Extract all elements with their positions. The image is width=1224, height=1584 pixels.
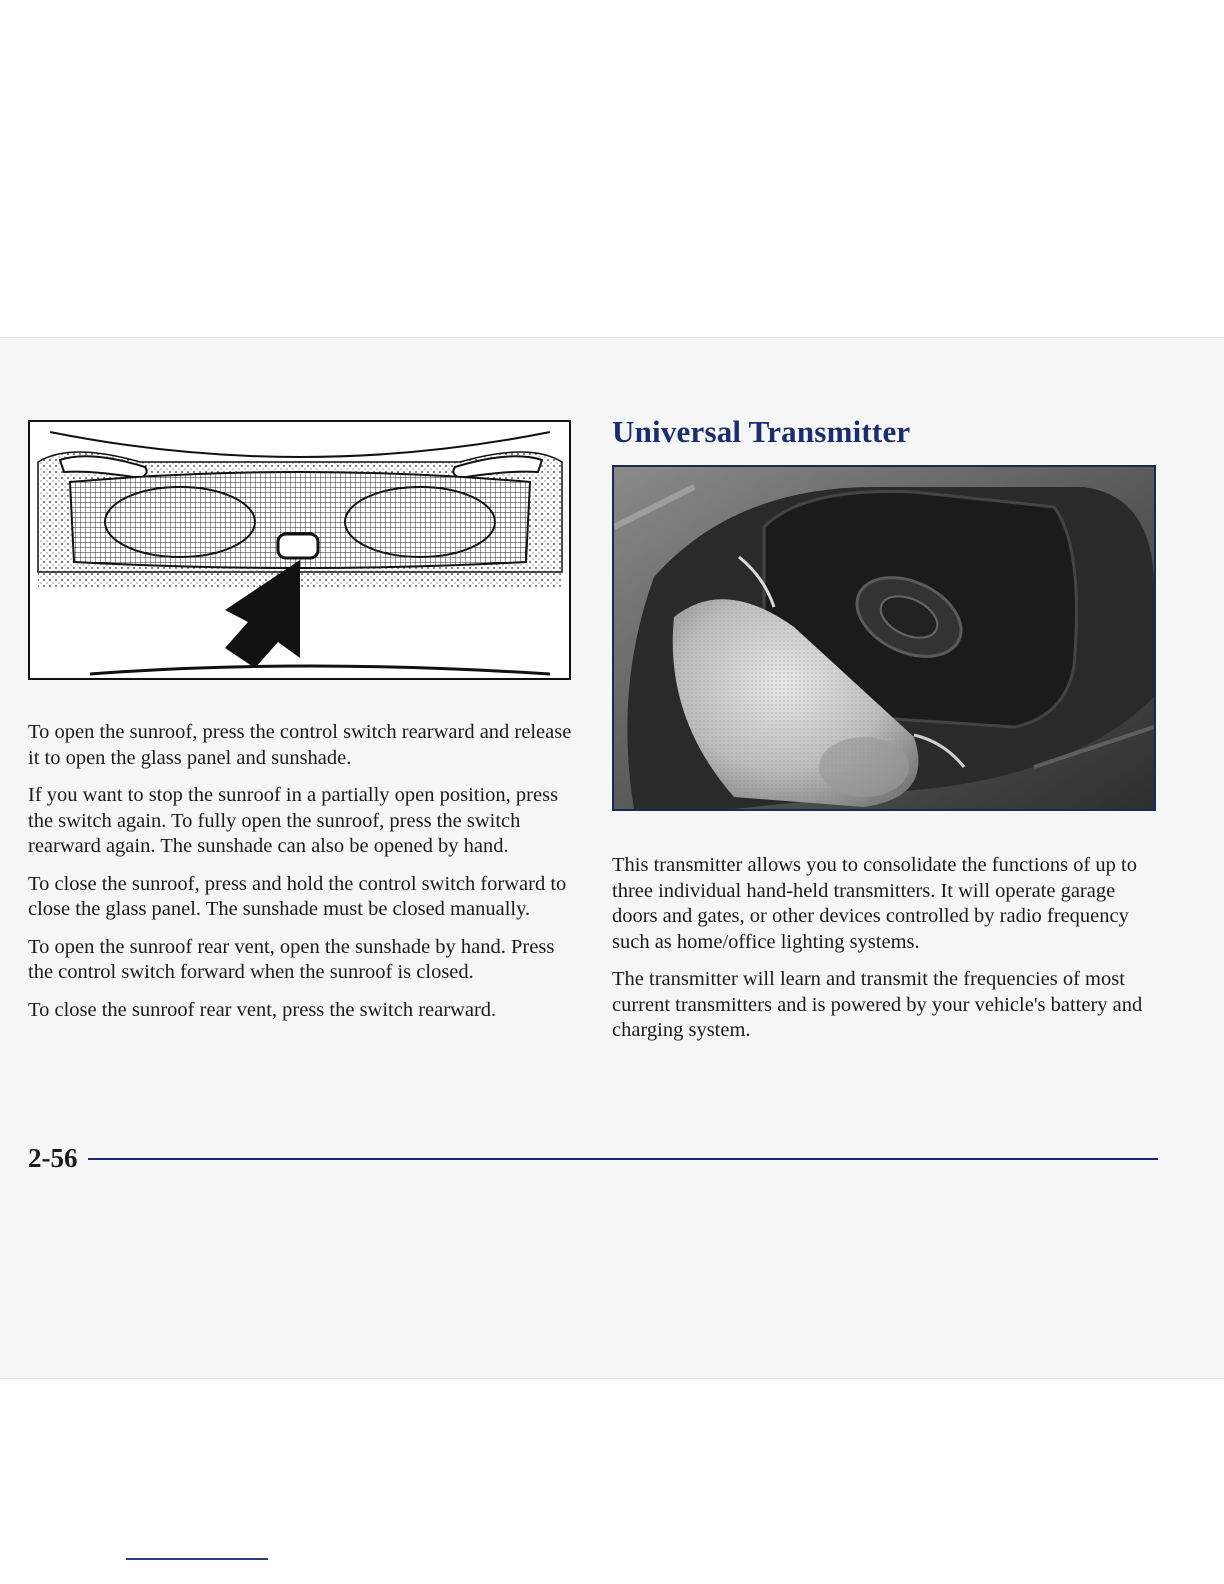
page-number: 2-56 [28, 1143, 78, 1173]
paragraph: To open the sunroof, press the control switch rearward and release it to open the glass panel and sunshade. [28, 721, 572, 769]
page-footer [28, 1143, 1158, 1174]
paragraph: To open the sunroof rear vent, open the sunshade by hand. Press the control switch forward when the sunroof is closed. [28, 935, 555, 983]
sunroof-instructions [28, 720, 573, 1023]
transmitter-description [612, 853, 1160, 1044]
universal-transmitter-photo [612, 465, 1156, 811]
right-column [612, 416, 1160, 1056]
sunroof-switch-illustration [28, 420, 571, 680]
bottom-edge-mark [126, 1558, 268, 1560]
section-title: Universal Transmitter [612, 414, 911, 449]
paragraph: To close the sunroof rear vent, press the switch rearward. [28, 998, 497, 1021]
left-column [28, 420, 573, 1035]
paragraph: The transmitter will learn and transmit the frequencies of most current transmitters and is powered by your vehicle's battery and charging system. [612, 968, 1143, 1041]
paragraph: To close the sunroof, press and hold the control switch forward to close the glass panel. The sunshade must be closed manually. [28, 872, 567, 920]
footer-rule [88, 1158, 1159, 1160]
paragraph: If you want to stop the sunroof in a partially open position, press the switch again. To fully open the sunroof, press the switch rearward again. The sunshade can also be opened by hand. [28, 784, 559, 857]
paragraph: This transmitter allows you to consolidate the functions of up to three individual hand-held transmitters. It will operate garage doors and gates, or other devices controlled by radio frequency such as home/office lighting systems. [612, 854, 1137, 953]
